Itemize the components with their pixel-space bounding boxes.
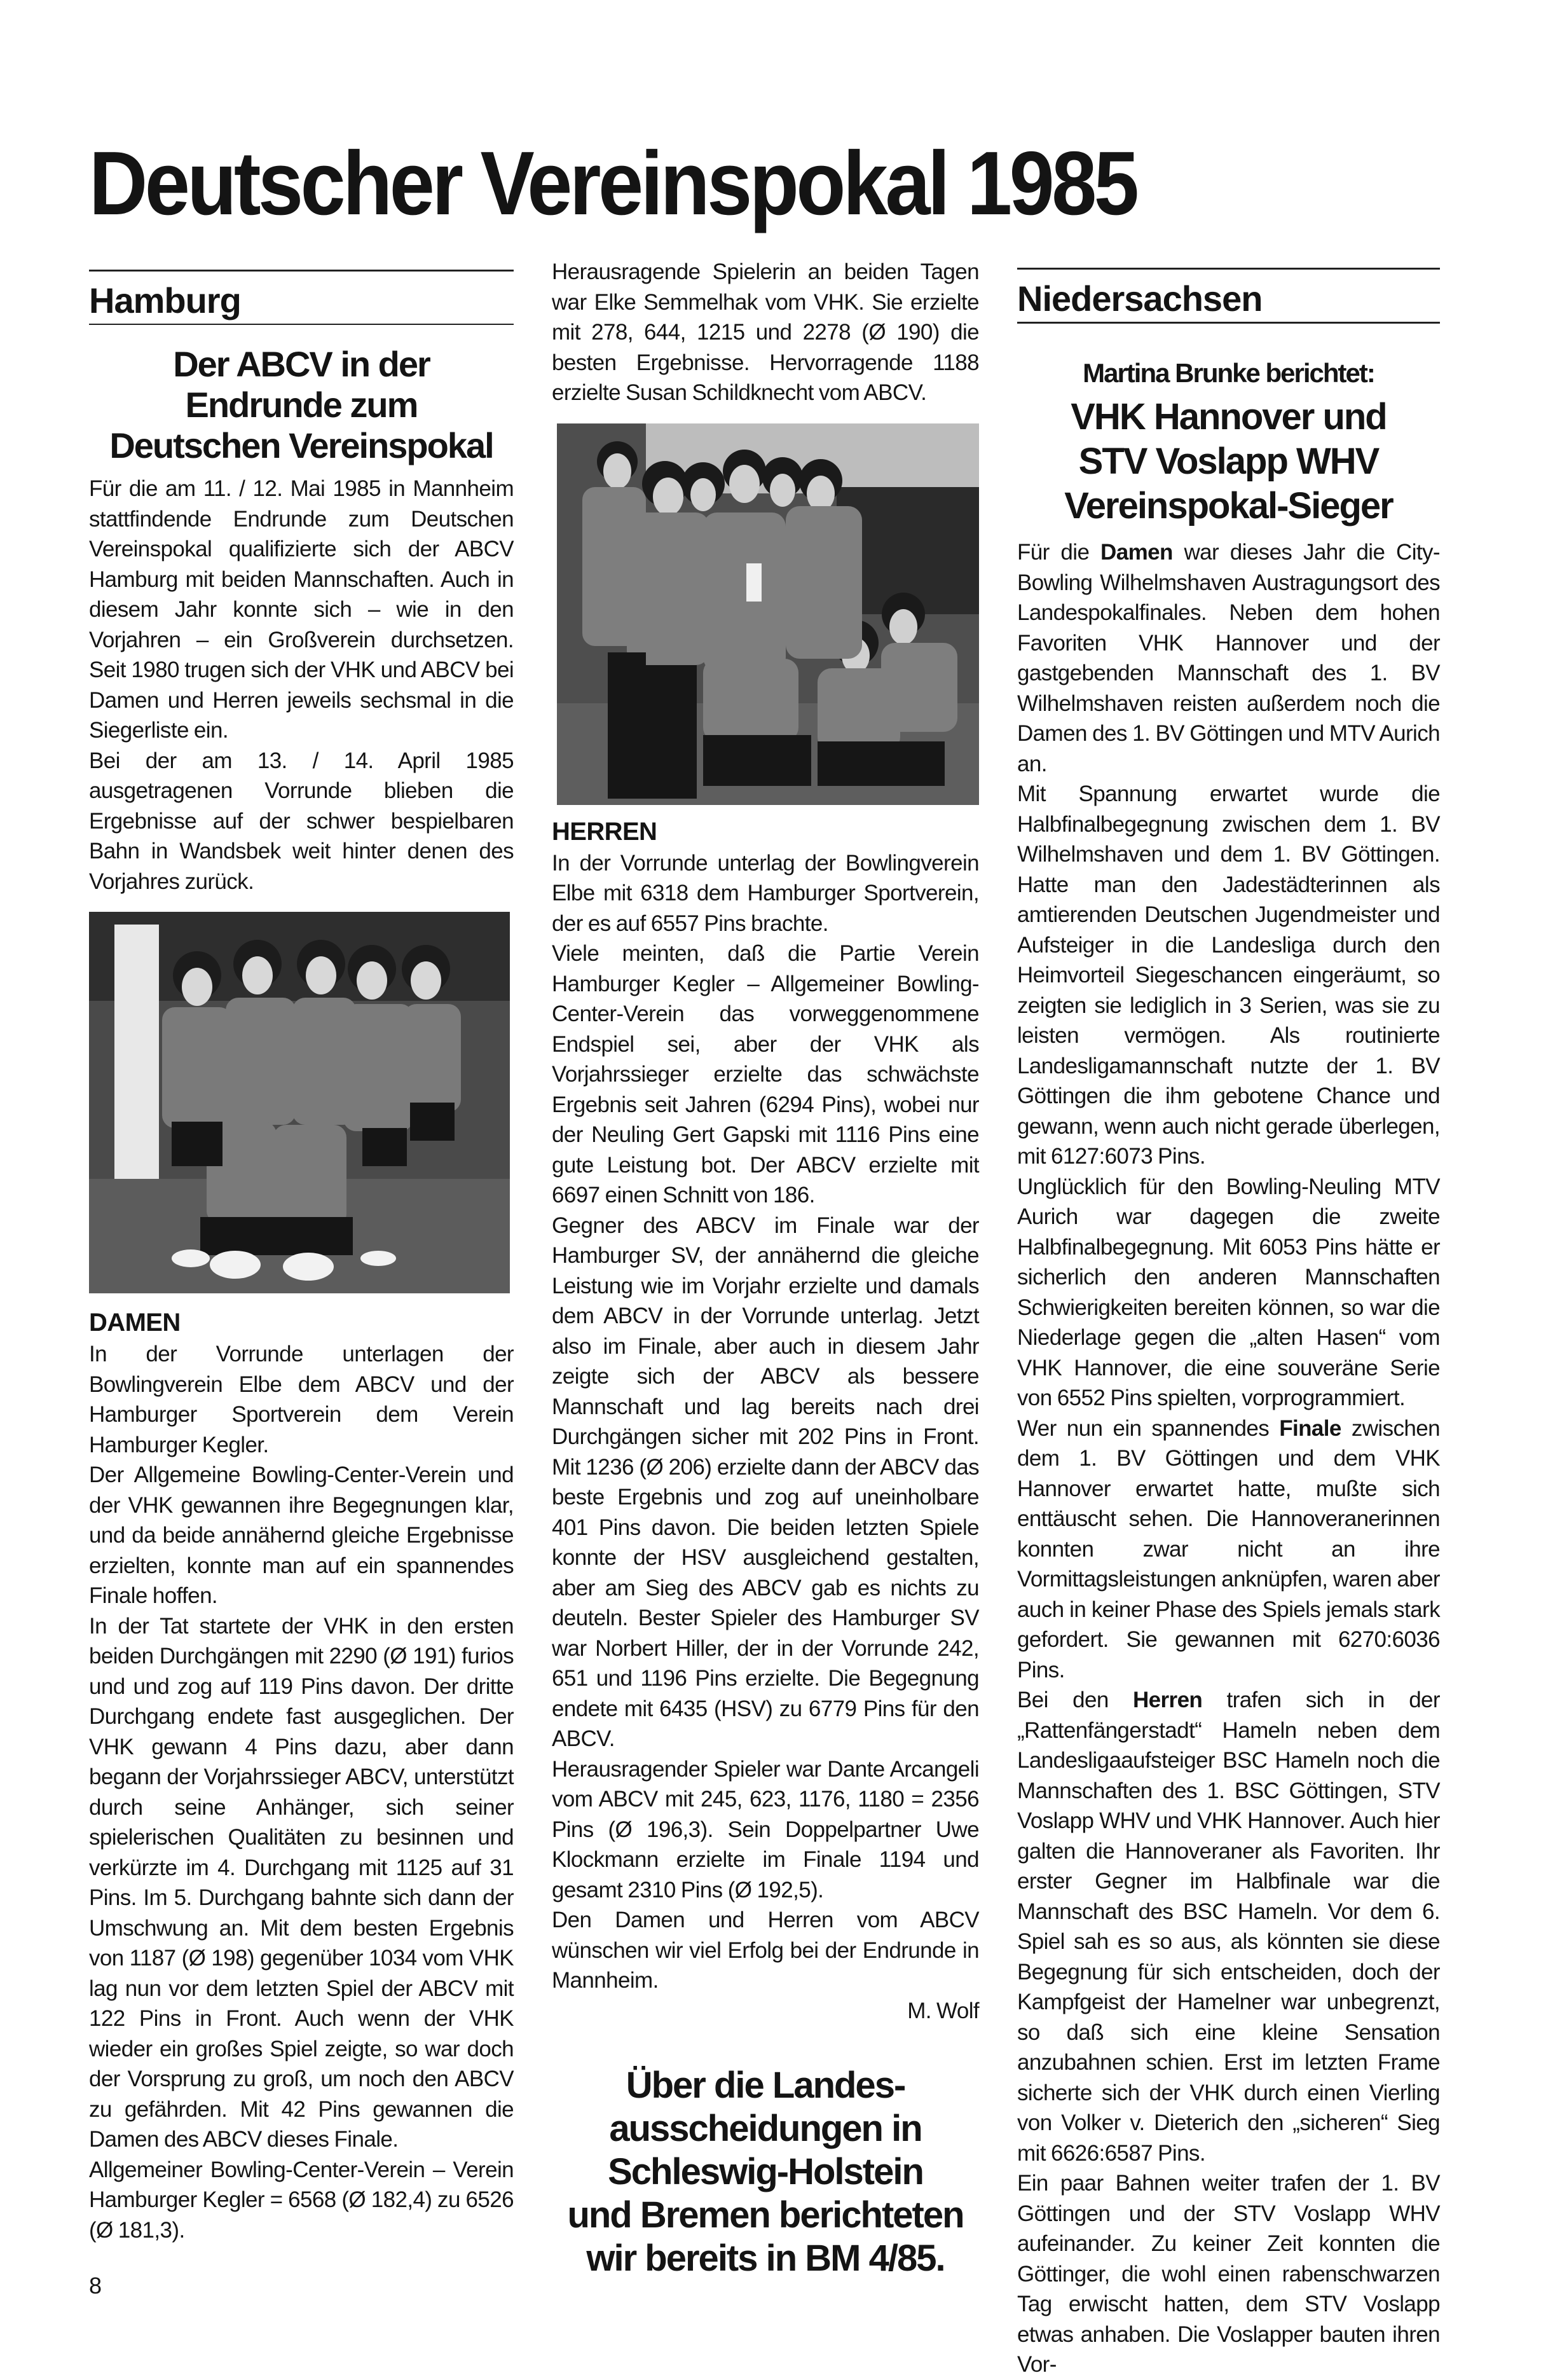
paragraph: Bei der am 13. / 14. April 1985 ausgetragenen Vorrunde blieben die Ergebnisse auf der schwer bespielbaren Bahn in Wandsbek weit hinter denen des Vorjahres zurück. <box>89 748 514 894</box>
byline-text: Martina Brunke berichtet: <box>1083 358 1374 388</box>
headline-line: STV Voslapp WHV <box>1078 441 1379 482</box>
paragraph <box>1017 1414 1440 1686</box>
headline-line: Der ABCV in der <box>173 344 430 384</box>
paragraph: Ein paar Bahnen weiter trafen der 1. BV Göttingen und der STV Voslapp WHV aufeinander. Zu keiner Zeit konnten die Göttinger, die wohl einen rabenschwarzen Tag erwischt hatten, dem STV Voslapp etwas anhaben. Die Voslapper bauten ihren Vor- <box>1017 2171 1440 2377</box>
team-photo-women-icon <box>89 912 510 1293</box>
author-signature: M. Wolf <box>907 1998 979 2023</box>
text-run: Für die <box>1017 540 1101 565</box>
text-run: war dieses Jahr die City-Bowling Wilhelmshaven Austragungsort des Landespokalfinales. Neben dem hohen Favoriten VHK Hannover und der gastgebenden Mannschaft des 1. BV Wilhelmshaven reisten außerdem noch die Damen des 1. BV Göttingen und MTV Aurich an. <box>1017 540 1440 776</box>
team-photo-men-icon <box>557 423 979 805</box>
paragraph: Herausragende Spielerin an beiden Tagen war Elke Semmelhak vom VHK. Sie erzielte mit 278, 644, 1215 und 2278 (Ø 190) die besten Ergebnisse. Hervorragende 1188 erzielte Susan Schildknecht vom ABCV. <box>552 259 979 405</box>
paragraph: Allgemeiner Bowling-Center-Verein – Verein Hamburger Kegler = 6568 (Ø 182,4) zu 6526 (Ø 181,3). <box>89 2157 514 2243</box>
paragraph: Mit Spannung erwartet wurde die Halbfinalbegegnung zwischen dem 1. BV Wilhelmshaven und dem 1. BV Göttingen. Hatte man den Jadestädterinnen als amtierenden Deutschen Jugendmeister und Aufsteiger in die Landesliga durch den Heimvorteil Siegeschancen eingeräumt, so zeigten sie lediglich in 3 Serien, was sie zu leisten vermögen. Als routinierte Landesligamannschaft nutzte der 1. BV Göttingen die ihm gebotene Chance und gewann, wenn auch nicht gerade überlegen, mit 6127:6073 Pins. <box>1017 781 1440 1169</box>
paragraph: In der Tat startete der VHK in den ersten beiden Durchgängen mit 2290 (Ø 191) furios und und zog auf 119 Pins davon. Der dritte Durchgang endete fast ausgeglichen. Der VHK gewann 4 Pins dazu, aber dann begann der Vorjahrssieger ABCV, unterstützt durch seine Anhänger, sich seiner spielerischen Qualitäten zu besinnen und verkürzte im 4. Durchgang mit 1125 auf 31 Pins. Im 5. Durchgang bahnte sich dann der Umschwung an. Mit dem besten Ergebnis von 1187 (Ø 198) gegenüber 1034 vom VHK lag nun vor dem letzten Spiel der ABCV mit 122 Pins in Front. Auch wenn der VHK wieder ein großes Spiel zeigte, so war doch der Vorsprung zu groß, um noch den ABCV zu gefährden. Mit 42 Pins gewannen die Damen des ABCV dieses Finale. <box>89 1613 514 2152</box>
trophy-icon <box>746 563 762 602</box>
column-left <box>89 257 514 2301</box>
paragraph: Herausragender Spieler war Dante Arcangeli vom ABCV mit 245, 623, 1176, 1180 = 2356 Pins (Ø 196,3). Sein Doppelpartner Uwe Klockmann erzielte im Finale 1194 und gesamt 2310 Pins (Ø 192,5). <box>552 1756 979 1902</box>
paragraph <box>1017 537 1440 779</box>
headline-line: Deutschen Vereinspokal <box>109 425 493 465</box>
text-run: trafen sich in der „Rattenfängerstadt“ Hameln neben dem Landesligaaufsteiger BSC Hameln noch die Mannschaften des 1. BSC Göttingen, STV Voslapp WHV und VHK Hannover. Auch hier galten die Hannoveraner als Favoriten. Ihr erster Gegner im Halbfinale war die Mannschaft des BSC Hameln. Vor dem 6. Spiel sah es so aus, als könnten sie diese Begegnung für sich entscheiden, doch der Kampfgeist der Hamelner war unbegrenzt, so daß sich eine kleine Sensation anzubahnen schien. Erst im letzten Frame sicherte sich der VHK durch einen Vierling von Volker v. Dieterich den „sicheren“ Sieg mit 6626:6587 Pins. <box>1017 1688 1440 2166</box>
paragraph: Für die am 11. / 12. Mai 1985 in Mannheim stattfindende Endrunde zum Deutschen Vereinspokal qualifizierte sich der ABCV Hamburg mit beiden Mannschaften. Auch in diesem Jahr konnte sich – wie in den Vorjahren – ein Großverein durchsetzen. Seit 1980 trugen sich der VHK und ABCV bei Damen und Herren jeweils sechsmal in die Siegerliste ein. <box>89 476 514 743</box>
section-heading-damen: DAMEN <box>89 1309 181 1337</box>
photo-women-team <box>89 912 510 1293</box>
herren-section <box>552 815 979 2026</box>
photo-men-team <box>557 423 979 805</box>
notice-line: Über die Landes- <box>626 2065 905 2106</box>
section-heading-herren: HERREN <box>552 817 657 846</box>
divider <box>89 324 514 325</box>
emphasis: Finale <box>1279 1415 1341 1441</box>
notice-line: Schleswig-Holstein <box>608 2151 923 2192</box>
column-right <box>1017 257 1440 2380</box>
niedersachsen-text <box>1017 537 1440 2380</box>
paragraph <box>1017 1685 1440 2168</box>
damen-continued <box>552 257 979 408</box>
article-headline-niedersachsen <box>1017 395 1440 528</box>
damen-section <box>89 1306 514 2245</box>
text-run: Wer nun ein spannendes <box>1017 1415 1280 1441</box>
page-title-text: Deutscher Vereinspokal 1985 <box>89 133 1137 234</box>
emphasis: Damen <box>1100 540 1173 565</box>
divider <box>89 270 514 272</box>
headline-line: VHK Hannover und <box>1071 396 1387 437</box>
region-heading-hamburg: Hamburg <box>89 280 241 320</box>
divider <box>1017 322 1440 324</box>
article-headline-hamburg <box>89 344 514 466</box>
region-heading-niedersachsen: Niedersachsen <box>1017 279 1263 319</box>
notice-line: und Bremen berichteten <box>567 2194 964 2236</box>
paragraph: In der Vorrunde unterlagen der Bowlingverein Elbe dem ABCV und der Hamburger Sportverein dem Verein Hamburger Kegler. <box>89 1342 514 1457</box>
paragraph: Viele meinten, daß die Partie Verein Hamburger Kegler – Allgemeiner Bowling-Center-Verein das vorweggenommene Endspiel sei, aber der VHK als Vorjahrssieger erzielte das schwächste Ergebnis seit Jahren (6294 Pins), wobei nur der Neuling Gert Gapski mit 1116 Pins eine gute Leistung bot. Der ABCV erzielte mit 6697 einen Schnitt von 186. <box>552 941 979 1207</box>
notice-line: ausscheidungen in <box>609 2108 922 2149</box>
page-number: 8 <box>89 2273 102 2299</box>
column-middle <box>552 257 979 2280</box>
paragraph: In der Vorrunde unterlag der Bowlingverein Elbe mit 6318 dem Hamburger Sportverein, der es auf 6557 Pins brachte. <box>552 850 979 936</box>
paragraph: Unglücklich für den Bowling-Neuling MTV Aurich war dagegen die zweite Halbfinalbegegnung. Mit 6053 Pins hätte er sicherlich den anderen Mannschaften Schwierigkeiten bereiten können, so war die Niederlage gegen die „alten Hasen“ vom VHK Hannover, die eine souveräne Serie von 6552 Pins spielten, vorprogrammiert. <box>1017 1174 1440 1410</box>
columns <box>89 257 1440 2380</box>
paragraph: Den Damen und Herren vom ABCV wünschen wir viel Erfolg bei der Endrunde in Mannheim. <box>552 1908 979 1993</box>
intro-text <box>89 474 514 897</box>
notice-line: wir bereits in BM 4/85. <box>586 2238 945 2279</box>
paragraph: Gegner des ABCV im Finale war der Hamburger SV, der annähernd die gleiche Leistung wie im Vorjahr erzielte und damals dem ABCV in der Vorrunde unterlag. Jetzt also im Finale, aber auch in diesem Jahr zeigte sich der ABCV als bessere Mannschaft und lag bereits nach drei Durchgängen sicher mit 202 Pins in Front. Mit 1236 (Ø 206) erzielte dann der ABCV das beste Ergebnis und zog auf uneinholbare 401 Pins davon. Die beiden letzten Spiele konnte der HSV ausgleichend gestalten, aber am Sieg des ABCV gab es nichts zu deuteln. Bester Spieler des Hamburger SV war Norbert Hiller, der in der Vorrunde 242, 651 und 1196 Pins erzielte. Die Begegnung endete mit 6435 (HSV) zu 6779 Pins für den ABCV. <box>552 1213 979 1751</box>
headline-line: Vereinspokal-Sieger <box>1064 485 1393 526</box>
page-title <box>89 133 1443 234</box>
divider <box>1017 268 1440 270</box>
text-run: zwischen dem 1. BV Göttingen und dem VHK Hannover erwartet hatte, mußte sich enttäuscht sehen. Die Hannoveranerinnen konnten zwar nicht an ihre Vormittagsleistungen anknüpfen, waren aber auch in keiner Phase des Spiels jemals stark gefordert. Sie gewannen mit 6270:6036 Pins. <box>1017 1415 1440 1682</box>
emphasis: Herren <box>1132 1688 1203 1712</box>
notice-box <box>552 2064 979 2280</box>
text-run: Bei den <box>1017 1688 1133 1712</box>
paragraph: Der Allgemeine Bowling-Center-Verein und der VHK gewannen ihre Begegnungen klar, und da beide annähernd gleiche Ergebnisse erzielten, konnte man auf ein spannendes Finale hoffen. <box>89 1462 514 1608</box>
byline <box>1017 355 1440 391</box>
headline-line: Endrunde zum <box>185 385 418 425</box>
